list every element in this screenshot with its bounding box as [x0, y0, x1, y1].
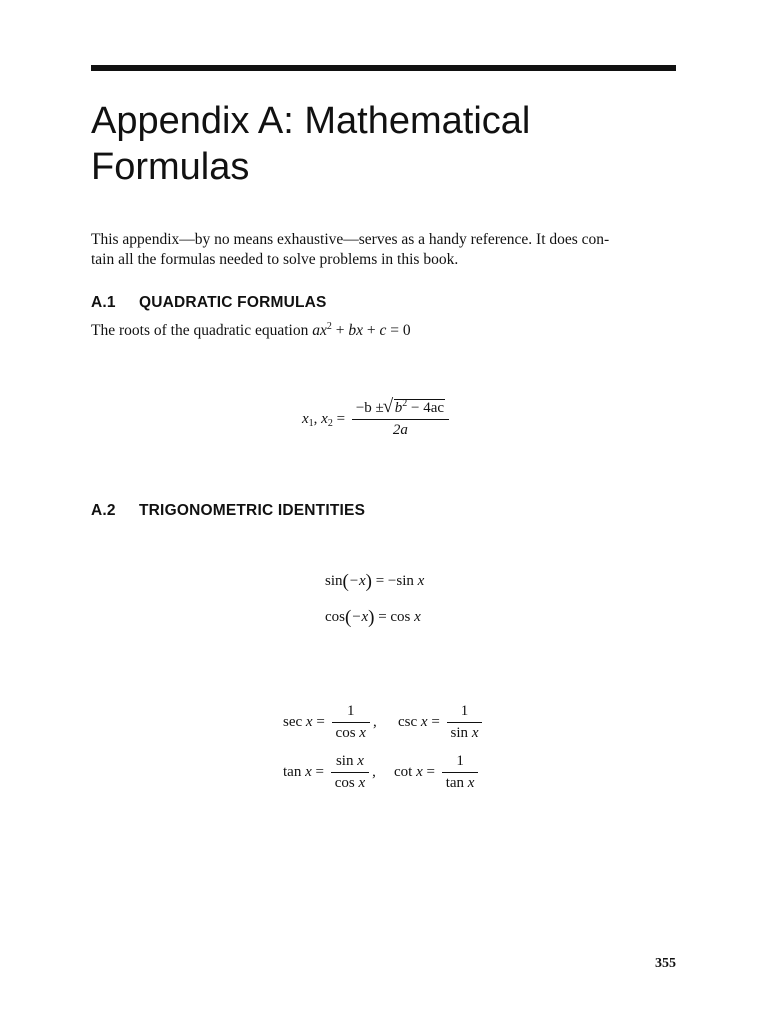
roots-numerator: −b ± √ $b^2 - 4ac$ [352, 400, 449, 420]
tan-identity: tan x = $\frac{\text{sin x}}{\text{cos x}}$ , [283, 753, 376, 791]
sin-negative-identity: sin(−x) = −sin x [325, 571, 425, 592]
section-number: A.2 [91, 502, 116, 519]
intro-line-1: This appendix—by no means exhaustive—serves as a handy reference. It does con- [91, 231, 610, 248]
title-line-1: Appendix A: Mathematical [91, 100, 531, 142]
section-heading-trig [91, 502, 365, 520]
radical-sign-icon: √ [382, 396, 394, 417]
appendix-title [91, 98, 676, 190]
roots-fraction [352, 396, 449, 439]
cos-negative-identity: cos(−x) = cos x [325, 607, 421, 628]
section-number: A.1 [91, 294, 116, 311]
quadratic-roots-formula: $x_1$, $x_2$ = −b ± √ $b^2 - 4ac$ 2a [302, 400, 452, 439]
roots-denominator: 2a [392, 422, 408, 438]
section-heading-quadratic [91, 294, 327, 312]
sec-identity: sec x = $\frac{1}{\text{cos x}}$ , [283, 703, 377, 741]
intro-paragraph [91, 230, 676, 270]
section-title: QUADRATIC FORMULAS [139, 294, 327, 311]
section-title: TRIGONOMETRIC IDENTITIES [139, 502, 366, 519]
quadratic-equation: $ax^2$ + bx + c = 0 [312, 321, 411, 339]
cot-identity: cot x = $\frac{1}{\text{tan x}}$ [394, 753, 481, 792]
top-rule [91, 65, 676, 71]
csc-identity: csc x = $\frac{1}{\text{sin x}}$ [398, 703, 485, 742]
quadratic-intro-text [91, 322, 411, 340]
page-number: 355 [655, 956, 676, 971]
square-root: √ $b^2 - 4ac$ [382, 396, 445, 417]
intro-line-2: tain all the formulas needed to solve problems in this book. [91, 251, 459, 268]
quadratic-text: The roots of the quadratic equation [91, 322, 309, 339]
title-line-2: Formulas [91, 146, 250, 188]
